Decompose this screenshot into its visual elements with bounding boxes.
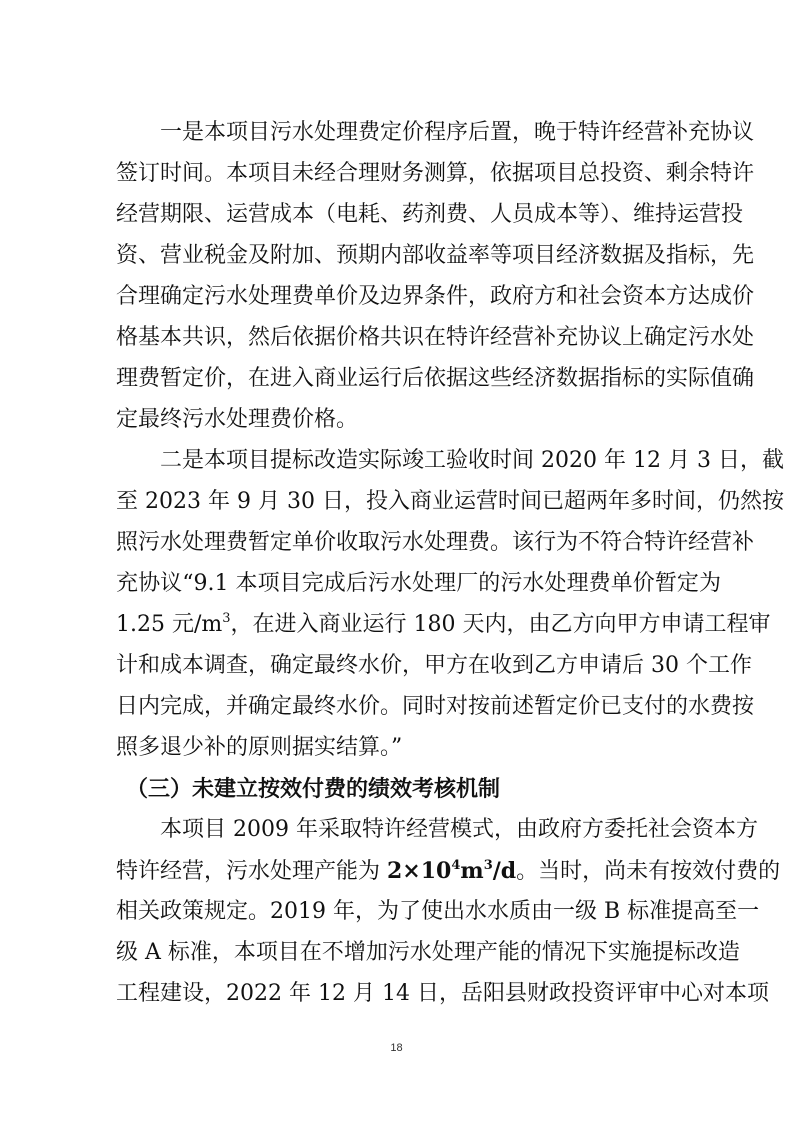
section-heading-number: （三） <box>126 776 193 802</box>
paragraph-2-line-3: 照污水处理费暂定单价收取污水处理费。该行为不符合特许经营补 <box>116 530 755 555</box>
page-number: 18 <box>390 1042 403 1054</box>
paragraph-3-line-3: 相关政策规定。2019 年，为了使出水水质由一级 B 标准提高至一 <box>116 899 760 924</box>
paragraph-2-line-7: 日内完成，并确定最终水价。同时对按前述暂定价已支付的水费按 <box>116 694 755 719</box>
cubic-superscript: 3 <box>222 611 231 626</box>
paragraph-2-line-5 <box>116 611 771 639</box>
paragraph-3-line-2-end: 。当时，尚未有按效付费的 <box>516 859 781 884</box>
paragraph-1-line-7: 理费暂定价，在进入商业运行后依据这些经济数据指标的实际值确 <box>116 366 755 391</box>
paragraph-3-line-1: 本项目 2009 年采取特许经营模式，由政府方委托社会资本方 <box>160 817 758 842</box>
capacity-unit-per-day: /d <box>492 858 517 884</box>
capacity-exponent: 4 <box>451 858 461 873</box>
paragraph-2-line-2: 至 2023 年 9 月 30 日，投入商业运营时间已超两年多时间，仍然按 <box>116 489 784 514</box>
paragraph-2-line-8: 照多退少补的原则据实结算。” <box>116 735 403 760</box>
paragraph-2-line-1: 二是本项目提标改造实际竣工验收时间 2020 年 12 月 3 日，截 <box>160 448 784 473</box>
paragraph-1-line-6: 格基本共识，然后依据价格共识在特许经营补充协议上确定污水处 <box>116 325 755 350</box>
section-heading <box>116 775 721 803</box>
paragraph-3-line-2-start: 特许经营，污水处理产能为 <box>116 859 387 884</box>
section-heading-text: 未建立按效付费的绩效考核机制 <box>192 776 501 802</box>
paragraph-3-line-4: 级 A 标准，本项目在不增加污水处理产能的情况下实施提标改造 <box>116 940 740 965</box>
paragraph-1-line-5: 合理确定污水处理费单价及边界条件，政府方和社会资本方达成价 <box>116 284 755 309</box>
paragraph-3-line-2 <box>116 857 781 885</box>
capacity-unit-m: m <box>460 858 484 884</box>
price-unit-text: 1.25 元/m <box>116 612 223 637</box>
paragraph-1-line-2: 签订时间。本项目未经合理财务测算，依据项目总投资、剩余特许 <box>116 161 755 186</box>
paragraph-1-line-1: 一是本项目污水处理费定价程序后置，晚于特许经营补充协议 <box>160 120 755 145</box>
paragraph-1-line-4: 资、营业税金及附加、预期内部收益率等项目经济数据及指标，先 <box>116 243 755 268</box>
capacity-value: 2×10 <box>387 858 452 884</box>
paragraph-1-line-3: 经营期限、运营成本（电耗、药剂费、人员成本等）、维持运营投 <box>116 202 744 227</box>
paragraph-2-line-4: 充协议“9.1 本项目完成后污水处理厂的污水处理费单价暂定为 <box>116 571 721 596</box>
paragraph-3-line-5: 工程建设，2022 年 12 月 14 日，岳阳县财政投资评审中心对本项 <box>116 981 769 1006</box>
paragraph-1-line-8: 定最终污水处理费价格。 <box>116 407 359 432</box>
paragraph-2-line-6: 计和成本调查，确定最终水价，甲方在收到乙方申请后 30 个工作 <box>116 653 752 678</box>
paragraph-2-line-5-rest: ，在进入商业运行 180 天内，由乙方向甲方申请工程审 <box>230 612 771 637</box>
capacity-unit-exponent: 3 <box>483 858 493 873</box>
